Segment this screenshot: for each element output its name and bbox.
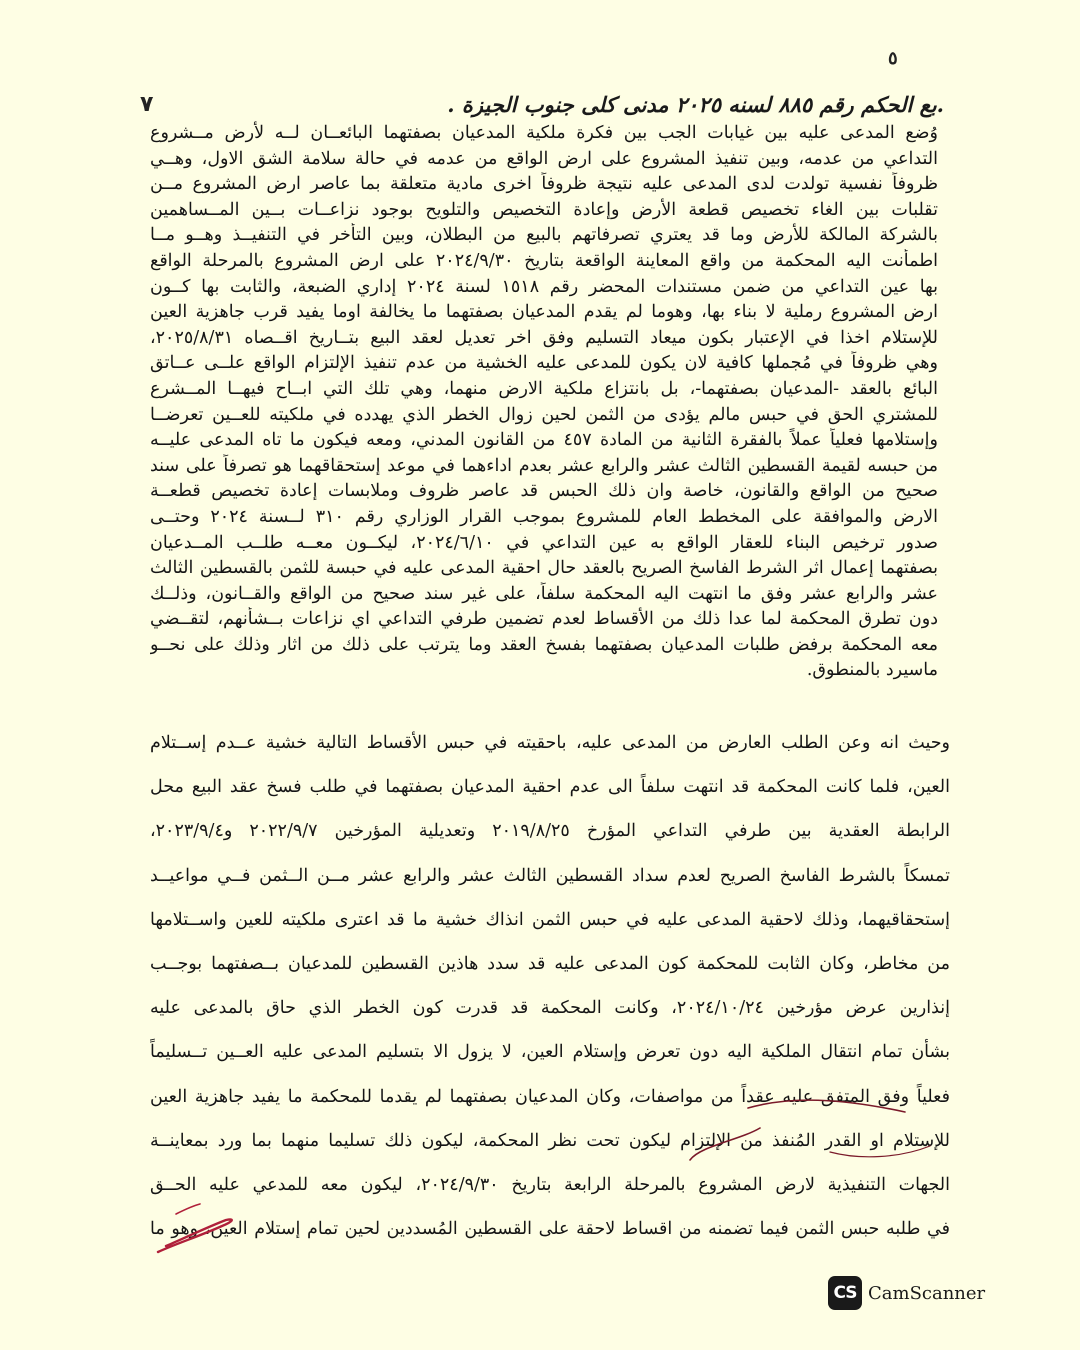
judgment-text-block-1	[150, 121, 938, 684]
text-line: الرابطة العقدية بين طرفي التداعي المؤرخ ٢٠١٩/٨/٢٥ وتعديلية المؤرخين ٢٠٢٢/٩/٧ و٢٠٢٣/٩/٤،	[150, 821, 950, 842]
text-line: بشأن تمام انتقال الملكية اليه دون تعرض وإستلام العين، لا يزول الا بتسليم المدعى عليه العــين تــسليماً	[150, 1042, 950, 1063]
text-line: عشر والرابع عشر وفق ما انتهت اليه المحكمة سلفاً، على غير سند صحيح من الواقع والقــانون، وذلــك	[150, 583, 938, 604]
text-line: تقلبات بين الغاء تخصيص قطعة الأرض وإعادة التخصيص والتلويح بوجود نزاعــات بــين المــساهمين	[150, 199, 938, 220]
text-line: العين، فلما كانت المحكمة قد انتهت سلفاً الى عدم احقية المدعيان بصفتهما في طلب فسخ عقد البيع محل	[150, 777, 950, 798]
text-line: في طلبه حبس الثمن فيما تضمنه من اقساط لاحقة على القسطين المُسددين لحين تمام إستلام العين، وهو ما	[150, 1219, 950, 1240]
text-line: معه المحكمة برفض طلبات المدعيان بصفتهما بفسخ العقد وما يترتب على ذلك من اثار وذلك على نحــو	[150, 634, 938, 655]
text-line: بالشركة المالكة للأرض وما قد يعتري تصرفاتهم بالبيع من البطلان، وبين التأخر في التنفيــذ وهــو مــا	[150, 225, 938, 246]
text-line: الجهات التنفيذية لارض المشروع بالمرحلة الرابعة بتاريخ ٢٠٢٤/٩/٣٠، ليكون معه للمدعي عليه الحــق	[150, 1174, 950, 1195]
text-line: ارض المشروع رملية لا بناء بها، وهوما لم يقدم المدعيان بصفتهما ما يخالفة اوما يفيد قرب جاهزية العين	[150, 302, 938, 323]
text-line: للإستلام اخذا في الإعتبار بكون ميعاد التسليم وفق اخر تعديل لعقد البيع بتــاريخ اقــصاه ٢٠٢٥/٨/٣١،	[150, 327, 938, 348]
text-line: وإستلامها فعلياً عملاً بالفقرة الثانية من المادة ٤٥٧ من القانون المدني، ومعه فيكون ما تاه المدعى عليــه	[150, 430, 938, 451]
text-line: للإستلام او القدر المُنفذ من الإلتزام ليكون تحت نظر المحكمة، ليكون ذلك تسليما منهما بما ورد بمعاينــة	[150, 1130, 950, 1151]
text-line: بصفتهما إعمال اثر الشرط الفاسخ الصريح بالعقد حال احقية المدعى عليه في حبسة للثمن بالقسطين الثالث	[150, 558, 938, 579]
text-line: فعلياً وفق المتفق عليه عقداً من مواصفات، وكان المدعيان بصفتهما لم يقدما للمحكمة ما يفيد جاهزية العين	[150, 1086, 950, 1107]
text-line: الارض والموافقة على المخطط العام للمشروع بموجب القرار الوزاري رقم ٣١٠ لــسنة ٢٠٢٤ وحتــى	[150, 506, 938, 527]
text-line: التداعي من عدمه، وبين تنفيذ المشروع على ارض الواقع من عدمه في حالة سلامة الشق الاول، وهــي	[150, 148, 938, 169]
top-mark: ٥	[888, 48, 898, 69]
text-line: من حبسه لقيمة القسطين الثالث عشر والرابع عشر بعدم اداءهما في موعد إستحقاقهما هو تصرفاً على سند	[150, 455, 938, 476]
text-line: وحيث انه وعن الطلب العارض من المدعى عليه، باحقيته في حبس الأقساط التالية خشية عــدم إســتلام	[150, 733, 950, 753]
text-line: دون تطرق المحكمة لما عدا ذلك من الأقساط لعدم تضمين طرفي التداعي اي نزاعات بــشأنهم، لتقــضي	[150, 609, 938, 630]
text-line: بها عين التداعي من ضمن مستندات المحضر رقم ١٥١٨ لسنة ٢٠٢٤ إداري الضبعة، والثابت بها كــون	[150, 276, 938, 297]
text-line: وُضع المدعى عليه بين غيابات الجب بين فكرة ملكية المدعيان بصفتهما البائعــان لــه لأرض مــشروع	[150, 123, 938, 143]
camscanner-app-name: CamScanner	[868, 1282, 986, 1304]
text-line: ماسيرد بالمنطوق.	[806, 660, 938, 681]
text-line: صدور ترخيص البناء للعقار الواقع به عين التداعي في ٢٠٢٤/٦/١٠، ليكــون معــه طلــب المــدعيان	[150, 532, 938, 553]
text-line: اطمأنت اليه المحكمة من واقع المعاينة الواقعة بتاريخ ٢٠٢٤/٩/٣٠ على ارض المشروع بالمرحلة الواقع	[150, 250, 938, 271]
text-line: إستحقاقيهما، وذلك لاحقية المدعى عليه في حبس الثمن انذاك خشية ما قد اعترى ملكيته للعين واســتلامها	[150, 909, 950, 930]
running-header: .بع الحكم رقم ٨٨٥ لسنه ٢٠٢٥ مدنى كلى جنوب الجيزة .	[447, 92, 944, 117]
camscanner-watermark	[828, 1276, 985, 1310]
text-line: من مخاطر، وكان الثابت للمحكمة كون المدعى عليه قد سدد هاذين القسطين للمدعيان بــصفتهما بوجــب	[150, 953, 950, 974]
text-line: ظروفاً نفسية تولدت لدى المدعى عليه نتيجة ظروفاً اخرى مادية متعلقة بما عاصر ارض المشروع مــن	[150, 174, 938, 195]
text-line: صحيح من الواقع والقانون، خاصة وان ذلك الحبس قد عاصر ظروف وملابسات إعادة تخصيص قطعــة	[150, 481, 938, 502]
judgment-text-block-2	[150, 721, 950, 1251]
text-line: تمسكاً بالشرط الفاسخ الصريح لعدم سداد القسطين الثالث عشر والرابع عشر مــن الــثمن فــي مواعيــد	[150, 865, 950, 886]
text-line: البائع بالعقد -المدعيان بصفتهما-، بل بانتزاع ملكية الارض منهما، وهي تلك التي ابــاح فيهــا المــشرع	[150, 378, 938, 399]
text-line: وهي ظروفاً في مُجملها كافية لان يكون للمدعى عليه الخشية من عدم تنفيذ الإلتزام الواقع علــى عــاتق	[150, 353, 938, 374]
text-line: إنذارين عرض مؤرخين ٢٠٢٤/١٠/٢٤، وكانت المحكمة قد قدرت كون الخطر الذي حاق بالمدعى عليه	[150, 998, 950, 1019]
page-number: ٧	[140, 92, 154, 117]
text-line: للمشتري الحق في حبس مالم يؤدى من الثمن لحين زوال الخطر الذي يهدده في ملكيته للعــين تعرضــا	[150, 404, 938, 425]
camscanner-logo: CS	[828, 1276, 862, 1310]
